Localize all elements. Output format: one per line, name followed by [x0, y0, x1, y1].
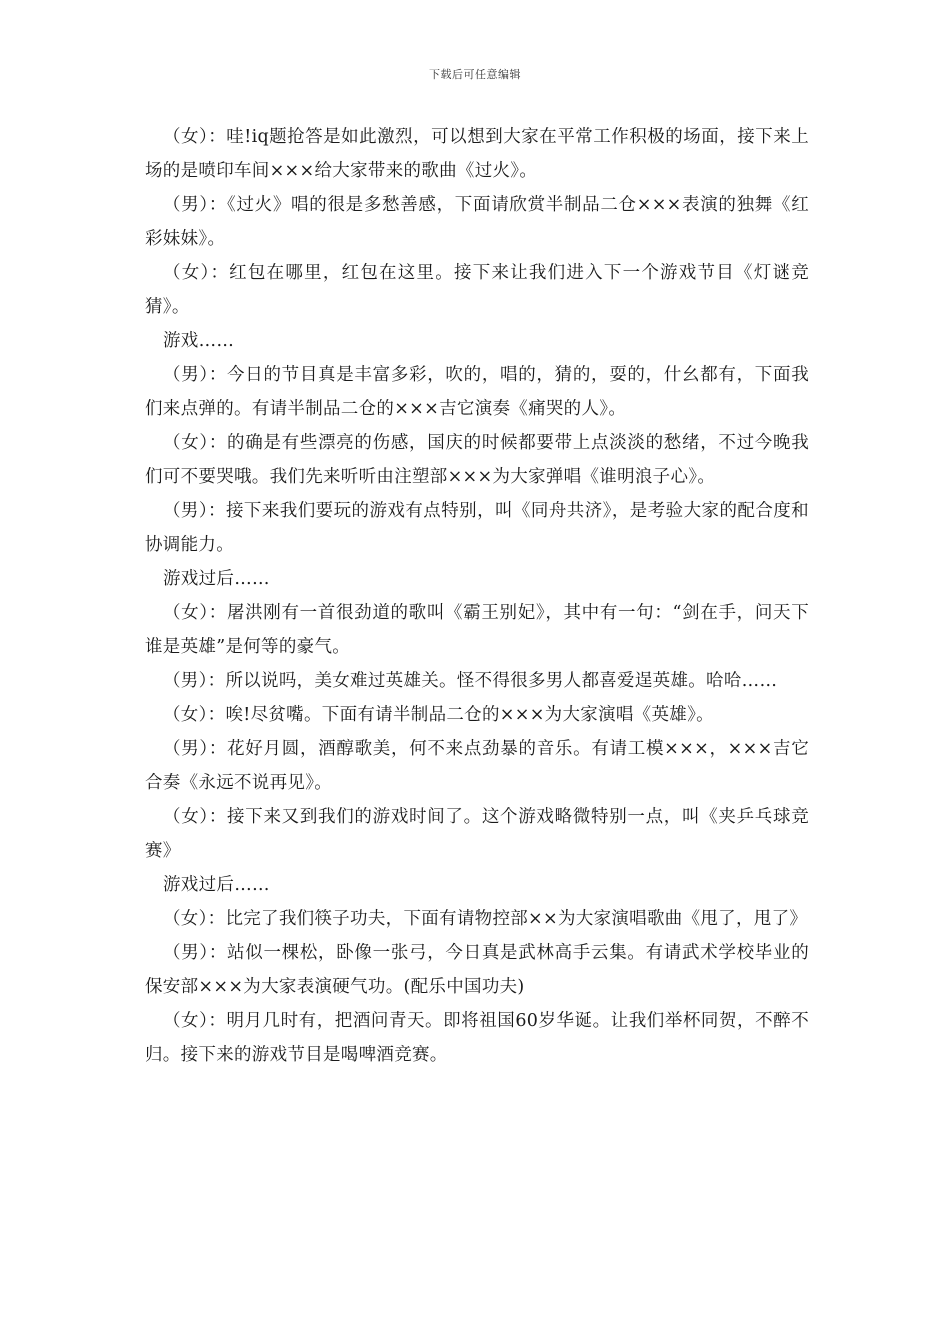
paragraph: 游戏过后……: [163, 875, 270, 895]
paragraph: （男）：花好月圆，酒醇歌美，何不来点劲暴的音乐。有请工模×××，×××吉它合奏《永远不说再见》。: [145, 739, 809, 793]
paragraph: （男）：《过火》唱的很是多愁善感，下面请欣赏半制品二仓×××表演的独舞《红彩妹妹》。: [145, 195, 809, 249]
page-header: 下载后可任意编辑: [429, 68, 521, 81]
paragraph: 游戏……: [163, 331, 235, 351]
paragraph: （男）：接下来我们要玩的游戏有点特别，叫《同舟共济》，是考验大家的配合度和协调能力。: [145, 501, 809, 555]
paragraph: （男）：站似一棵松，卧像一张弓，今日真是武林高手云集。有请武术学校毕业的保安部×××为大家表演硬气功。(配乐中国功夫): [145, 943, 809, 997]
document-body: [145, 120, 809, 1072]
paragraph: （女）：屠洪刚有一首很劲道的歌叫《霸王别妃》，其中有一句：“剑在手，问天下谁是英雄”是何等的豪气。: [145, 603, 809, 657]
paragraph: （女）：哇!iq题抢答是如此激烈，可以想到大家在平常工作积极的场面，接下来上场的是喷印车间×××给大家带来的歌曲《过火》。: [145, 127, 809, 181]
paragraph: （女）：比完了我们筷子功夫，下面有请物控部××为大家演唱歌曲《甩了，甩了》: [163, 909, 808, 929]
paragraph: 游戏过后……: [163, 569, 270, 589]
paragraph: （女）：的确是有些漂亮的伤感，国庆的时候都要带上点淡淡的愁绪，不过今晚我们可不要哭哦。我们先来听听由注塑部×××为大家弹唱《谁明浪子心》。: [145, 433, 809, 487]
paragraph: （男）：今日的节目真是丰富多彩，吹的，唱的，猜的，耍的，什幺都有，下面我们来点弹的。有请半制品二仓的×××吉它演奏《痛哭的人》。: [145, 365, 809, 419]
paragraph: （男）：所以说吗，美女难过英雄关。怪不得很多男人都喜爱逞英雄。哈哈……: [163, 671, 778, 691]
paragraph: （女）：明月几时有，把酒问青天。即将祖国60岁华诞。让我们举杯同贺，不醉不归。接下来的游戏节目是喝啤酒竞赛。: [145, 1011, 809, 1065]
paragraph: （女）：接下来又到我们的游戏时间了。这个游戏略微特别一点，叫《夹乒乓球竞赛》: [145, 807, 809, 861]
paragraph: （女）：红包在哪里，红包在这里。接下来让我们进入下一个游戏节目《灯谜竞猜》。: [145, 263, 809, 317]
paragraph: （女）：唉!尽贫嘴。下面有请半制品二仓的×××为大家演唱《英雄》。: [163, 705, 714, 725]
